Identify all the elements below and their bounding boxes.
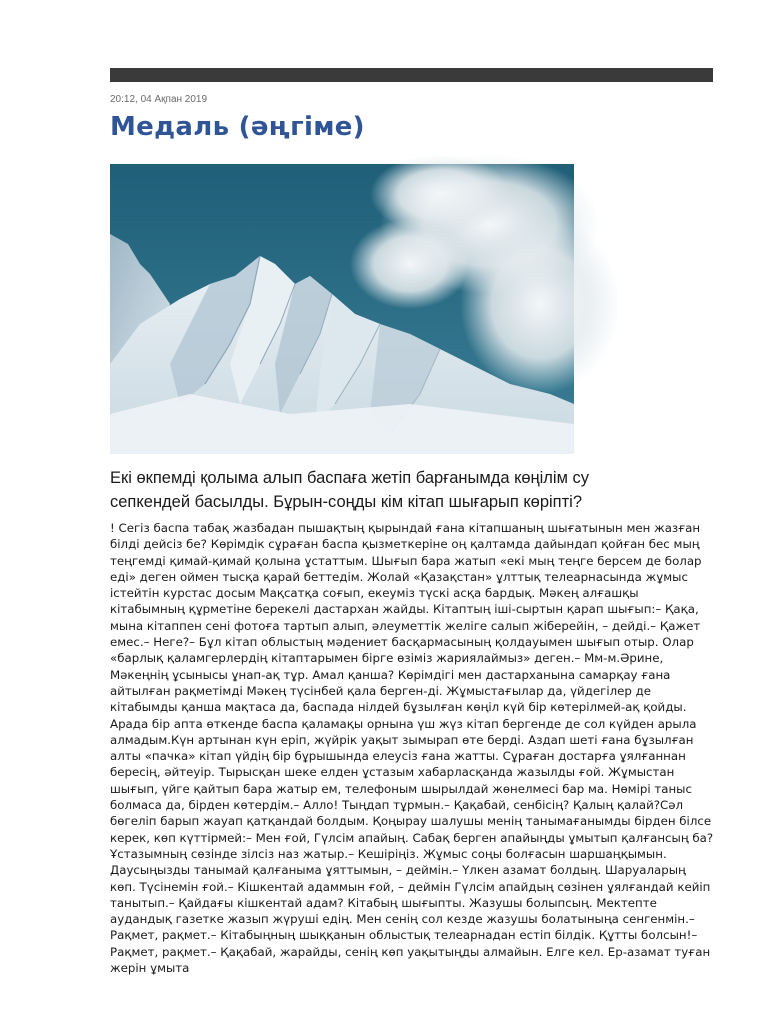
header-bar — [110, 68, 713, 82]
publish-timestamp: 20:12, 04 Ақпан 2019 — [110, 94, 208, 105]
article-body: ! Сегіз баспа табақ жазбадан пышақтың қырындай ғана кітапшаның шығатынын мен жазған білді дейсіз бе? Көрімдік сұраған баспа қызметкеріне оң қалтамда дайындап қойған бес мың теңгемді қимай-қимай қолына ұстаттым. Шығып бара жатып «екі мың теңге берсем де болар еді» деген оймен тысқа қарай беттедім. Жолай «Қазақстан» ұлттық телеарнасында жұмыс істейтін курстас досым Мақсатқа соғып, екеуміз түскі асқа бардық. Мәкең алғашқы кітабымның құрметіне берекелі дастархан жайды. Кітаптың іші-сыртын қарап шығып:– Қақа, мына кітаппен сені фотоға тартып алып, әлеуметтік желіге салып жіберейін, – дейді.– Қажет емес.– Неге?– Бұл кітап облыстың мәдениет басқармасының қолдауымен шығып отыр. Олар «барлық қаламгерлердің кітаптарымен бірге өзіміз жариялаймыз» деген.– Мм-м.Әрине, Мәкеңнің ұсынысы ұнап-ақ тұр. Амал қанша? Көрімдігі мен дастарханына самарқау ғана айтылған рақметімді Мәкең түсінбей қала берген-ді. Жұмыстағылар да, үйдегілер де кітабымды қанша мақтаса да, баспада нілдей бұзылған көңіл күй бір көтерілмей-ақ қойды. Арада бір апта өткенде баспа қаламақы орнына үш жүз кітап бергенде де сол күйден арыла алмадым.Күн артынан күн еріп, жүйрік уақыт зымырап өте берді. Аздап шеті ғана бұзылған алты «пачка» кітап үйдің бір бұрышында елеусіз ғана жатты. Сұраған достарға ұялғаннан бересің, әйтеуір. Тырысқан шеке елден ұстазым хабарласқанда жазылды ғой. Жұмыстан шығып, үйге қайтып бара жатыр ем, телефоным шырылдай жөнелмесі бар ма. Нөмірі таныс болмаса да, бірден көтердім.– Алло! Тыңдап тұрмын.– Қақабай, сенбісің? Қалың қалай?Сәл бөгеліп барып жауап қатқандай болдым. Қоңырау шалушы менің танымағанымды бірден білсе керек, көп күттірмей:– Мен ғой, Гүлсім апайың. Сабақ берген апайыңды ұмытып қалғансың ба? Ұстазымның сөзінде зілсіз наз жатыр.– Кешіріңіз. Жұмыс соңы болғасын шаршаңқымын. Даусыңызды танымай қалғаныма ұяттымын, – деймін.– Үлкен азамат болдың. Шаруаларың көп. Түсінемін ғой.– Кішкентай адаммын ғой, – деймін Гүлсім апайдың сөзінен ұялғандай кейіп танытып.– Қайдағы кішкентай адам? Кітабың шығыпты. Жазушы болыпсың. Мектепте аудандық газетке жазып жүруші едің. Мен сенің сол кезде жазушы болатыныңа сенгенмін.– Рақмет, рақмет.– Кітабыңның шыққанын облыстық телеарнадан естіп білдік. Құтты болсын!– Рақмет, рақмет.– Қақабай, жарайды, сенің көп уақытыңды алмайын. Елге кел. Ер-азамат туған жерін ұмыта — [110, 521, 714, 976]
article-lead: Екі өкпемді қолыма алып баспаға жетіп барғанымда көңілім су сепкендей басылды. Бұрын-соңды кім кітап шығарып көріпті? — [110, 469, 590, 511]
article-title: Медаль (әңгіме) — [110, 112, 365, 142]
mountain-photo — [110, 164, 574, 454]
